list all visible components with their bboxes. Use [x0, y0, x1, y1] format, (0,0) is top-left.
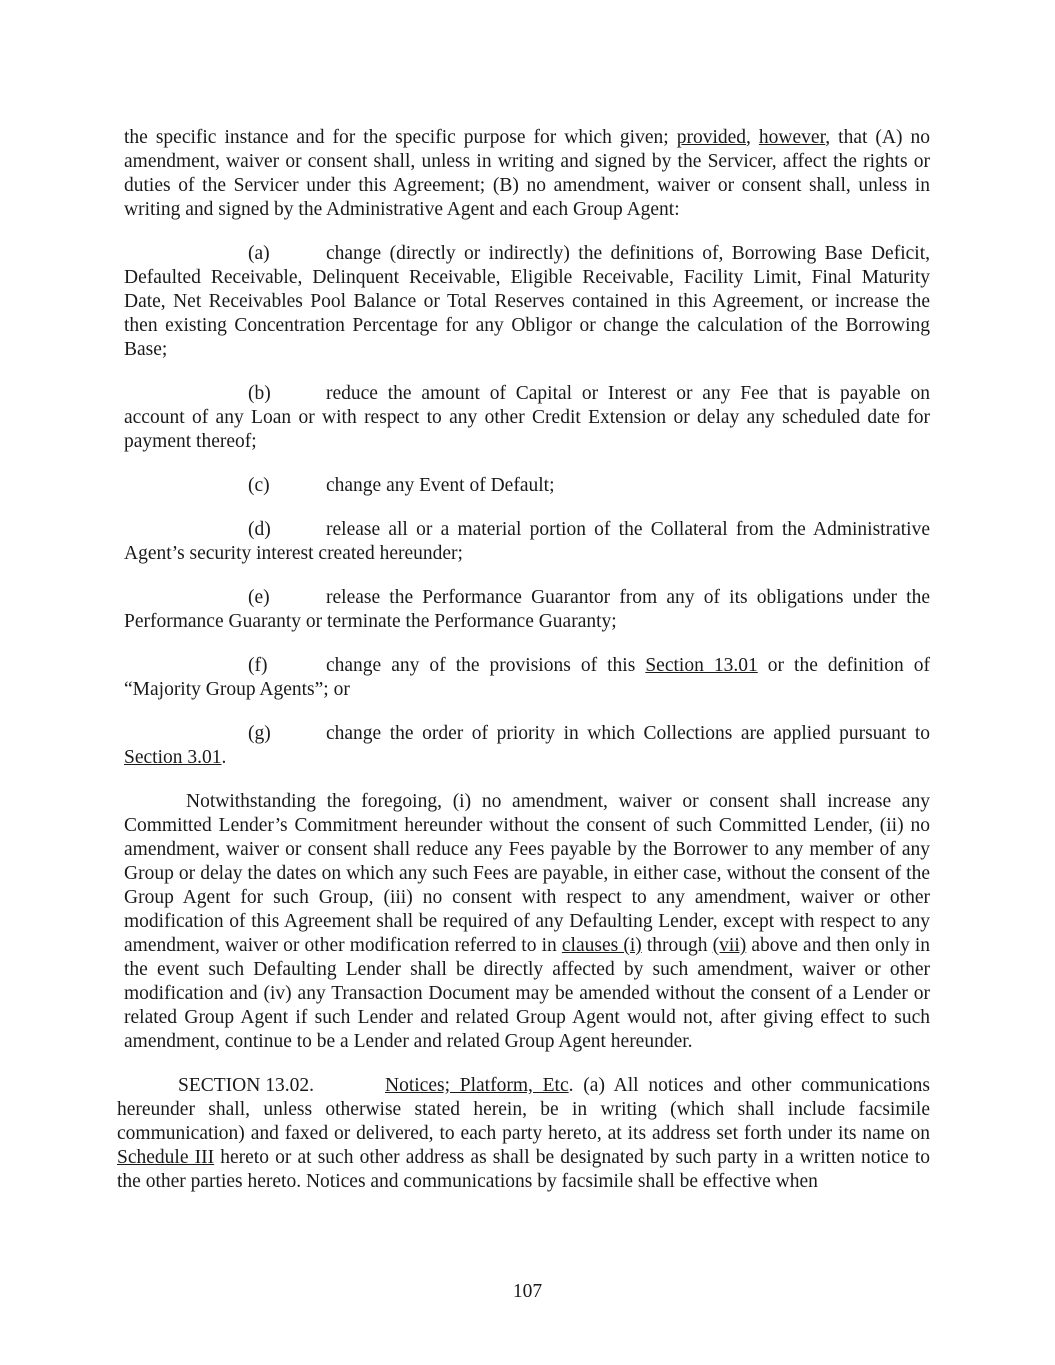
clause-b	[124, 382, 930, 454]
notwithstanding-paragraph	[124, 790, 930, 1054]
clause-d-text: release all or a material portion of the Collateral from the Administrative Agent’s security interest created hereunder;	[124, 519, 930, 564]
notwithstanding-through: through	[641, 935, 713, 956]
clause-a-text: change (directly or indirectly) the definitions of, Borrowing Base Deficit, Defaulted Receivable, Delinquent Receivable, Eligible Receivable, Facility Limit, Final Maturity Date, Net Receivables Pool Balance or Total Reserves contained in this Agreement, or increase the then existing Concentration Percentage for any Obligor or change the calculation of the Borrowing Base;	[124, 243, 930, 360]
section-text-continued: hereto or at such other address as shall be designated by such party in a written notice to the other parties hereto. Notices and communications by facsimile shall be effective when	[117, 1147, 930, 1192]
section-13-02-paragraph	[117, 1074, 930, 1194]
clause-e-text: release the Performance Guarantor from any of its obligations under the Performance Guaranty or terminate the Performance Guaranty;	[124, 587, 930, 632]
clause-d	[124, 518, 930, 566]
clause-c	[124, 474, 930, 498]
clause-g-period: .	[221, 747, 227, 768]
clause-c-label: (c)	[248, 475, 270, 496]
clause-f-label: (f)	[248, 655, 268, 676]
clause-b-text: reduce the amount of Capital or Interest or any Fee that is payable on account of any Loan or with respect to any other Credit Extension or delay any scheduled date for payment thereof;	[124, 383, 930, 452]
clause-e-label: (e)	[248, 587, 270, 608]
clause-e	[124, 586, 930, 634]
clause-f	[124, 654, 930, 702]
section-number: SECTION 13.02.	[178, 1075, 314, 1096]
intro-text: the specific instance and for the specific purpose for which given;	[124, 127, 677, 148]
clause-d-label: (d)	[248, 519, 271, 540]
intro-paragraph	[124, 126, 930, 222]
clause-vii-reference: (vii)	[712, 935, 747, 956]
section-3-01-reference: Section 3.01	[124, 747, 222, 768]
clause-g	[124, 722, 930, 770]
page-number: 107	[512, 1281, 543, 1302]
schedule-iii-reference: Schedule III	[117, 1147, 215, 1168]
clause-b-label: (b)	[248, 383, 271, 404]
section-heading: Notices; Platform, Etc	[385, 1075, 569, 1096]
document-body	[117, 126, 931, 1194]
clause-g-label: (g)	[248, 723, 271, 744]
section-text: . (a) All notices and other communications hereunder shall, unless otherwise stated herein, be in writing (which shall include facsimile communication) and faxed or delivered, to each party hereto, at its address set forth under its name on	[117, 1075, 930, 1144]
clause-g-text: change the order of priority in which Collections are applied pursuant to	[326, 723, 930, 744]
clause-c-text: change any Event of Default;	[326, 475, 555, 496]
intro-text-continued: , that (A) no amendment, waiver or consent shall, unless in writing and signed by the Servicer, affect the rights or duties of the Servicer under this Agreement; (B) no amendment, waiver or consent shall, unless in writing and signed by the Administrative Agent and each Group Agent:	[124, 127, 931, 220]
clause-f-text-continued: or the definition of “Majority Group Agents”; or	[124, 655, 930, 700]
notwithstanding-text: Notwithstanding the foregoing, (i) no amendment, waiver or consent shall increase any Committed Lender’s Commitment hereunder without the consent of such Committed Lender, (ii) no amendment, waiver or consent shall reduce any Fees payable by the Borrower to any member of any Group or delay the dates on which any such Fees are payable, in either case, without the consent of the Group Agent for such Group, (iii) no consent with respect to any amendment, waiver or other modification of this Agreement shall be required of any Defaulting Lender, except with respect to any amendment, waiver or other modification referred to in	[124, 791, 930, 956]
section-13-01-reference: Section 13.01	[645, 655, 758, 676]
however-term: however	[758, 127, 826, 148]
clause-a-label: (a)	[248, 243, 270, 264]
clause-f-text: change any of the provisions of this	[326, 655, 646, 676]
intro-comma: ,	[746, 127, 759, 148]
clauses-i-reference: clauses (i)	[561, 935, 642, 956]
notwithstanding-text-continued: above and then only in the event such Defaulting Lender shall be directly affected by such amendment, waiver or other modification and (iv) any Transaction Document may be amended without the consent of a Lender or related Group Agent if such Lender and related Group Agent would not, after giving effect to such amendment, continue to be a Lender and related Group Agent hereunder.	[124, 935, 930, 1052]
clause-a	[124, 242, 930, 362]
provided-term: provided	[676, 127, 747, 148]
